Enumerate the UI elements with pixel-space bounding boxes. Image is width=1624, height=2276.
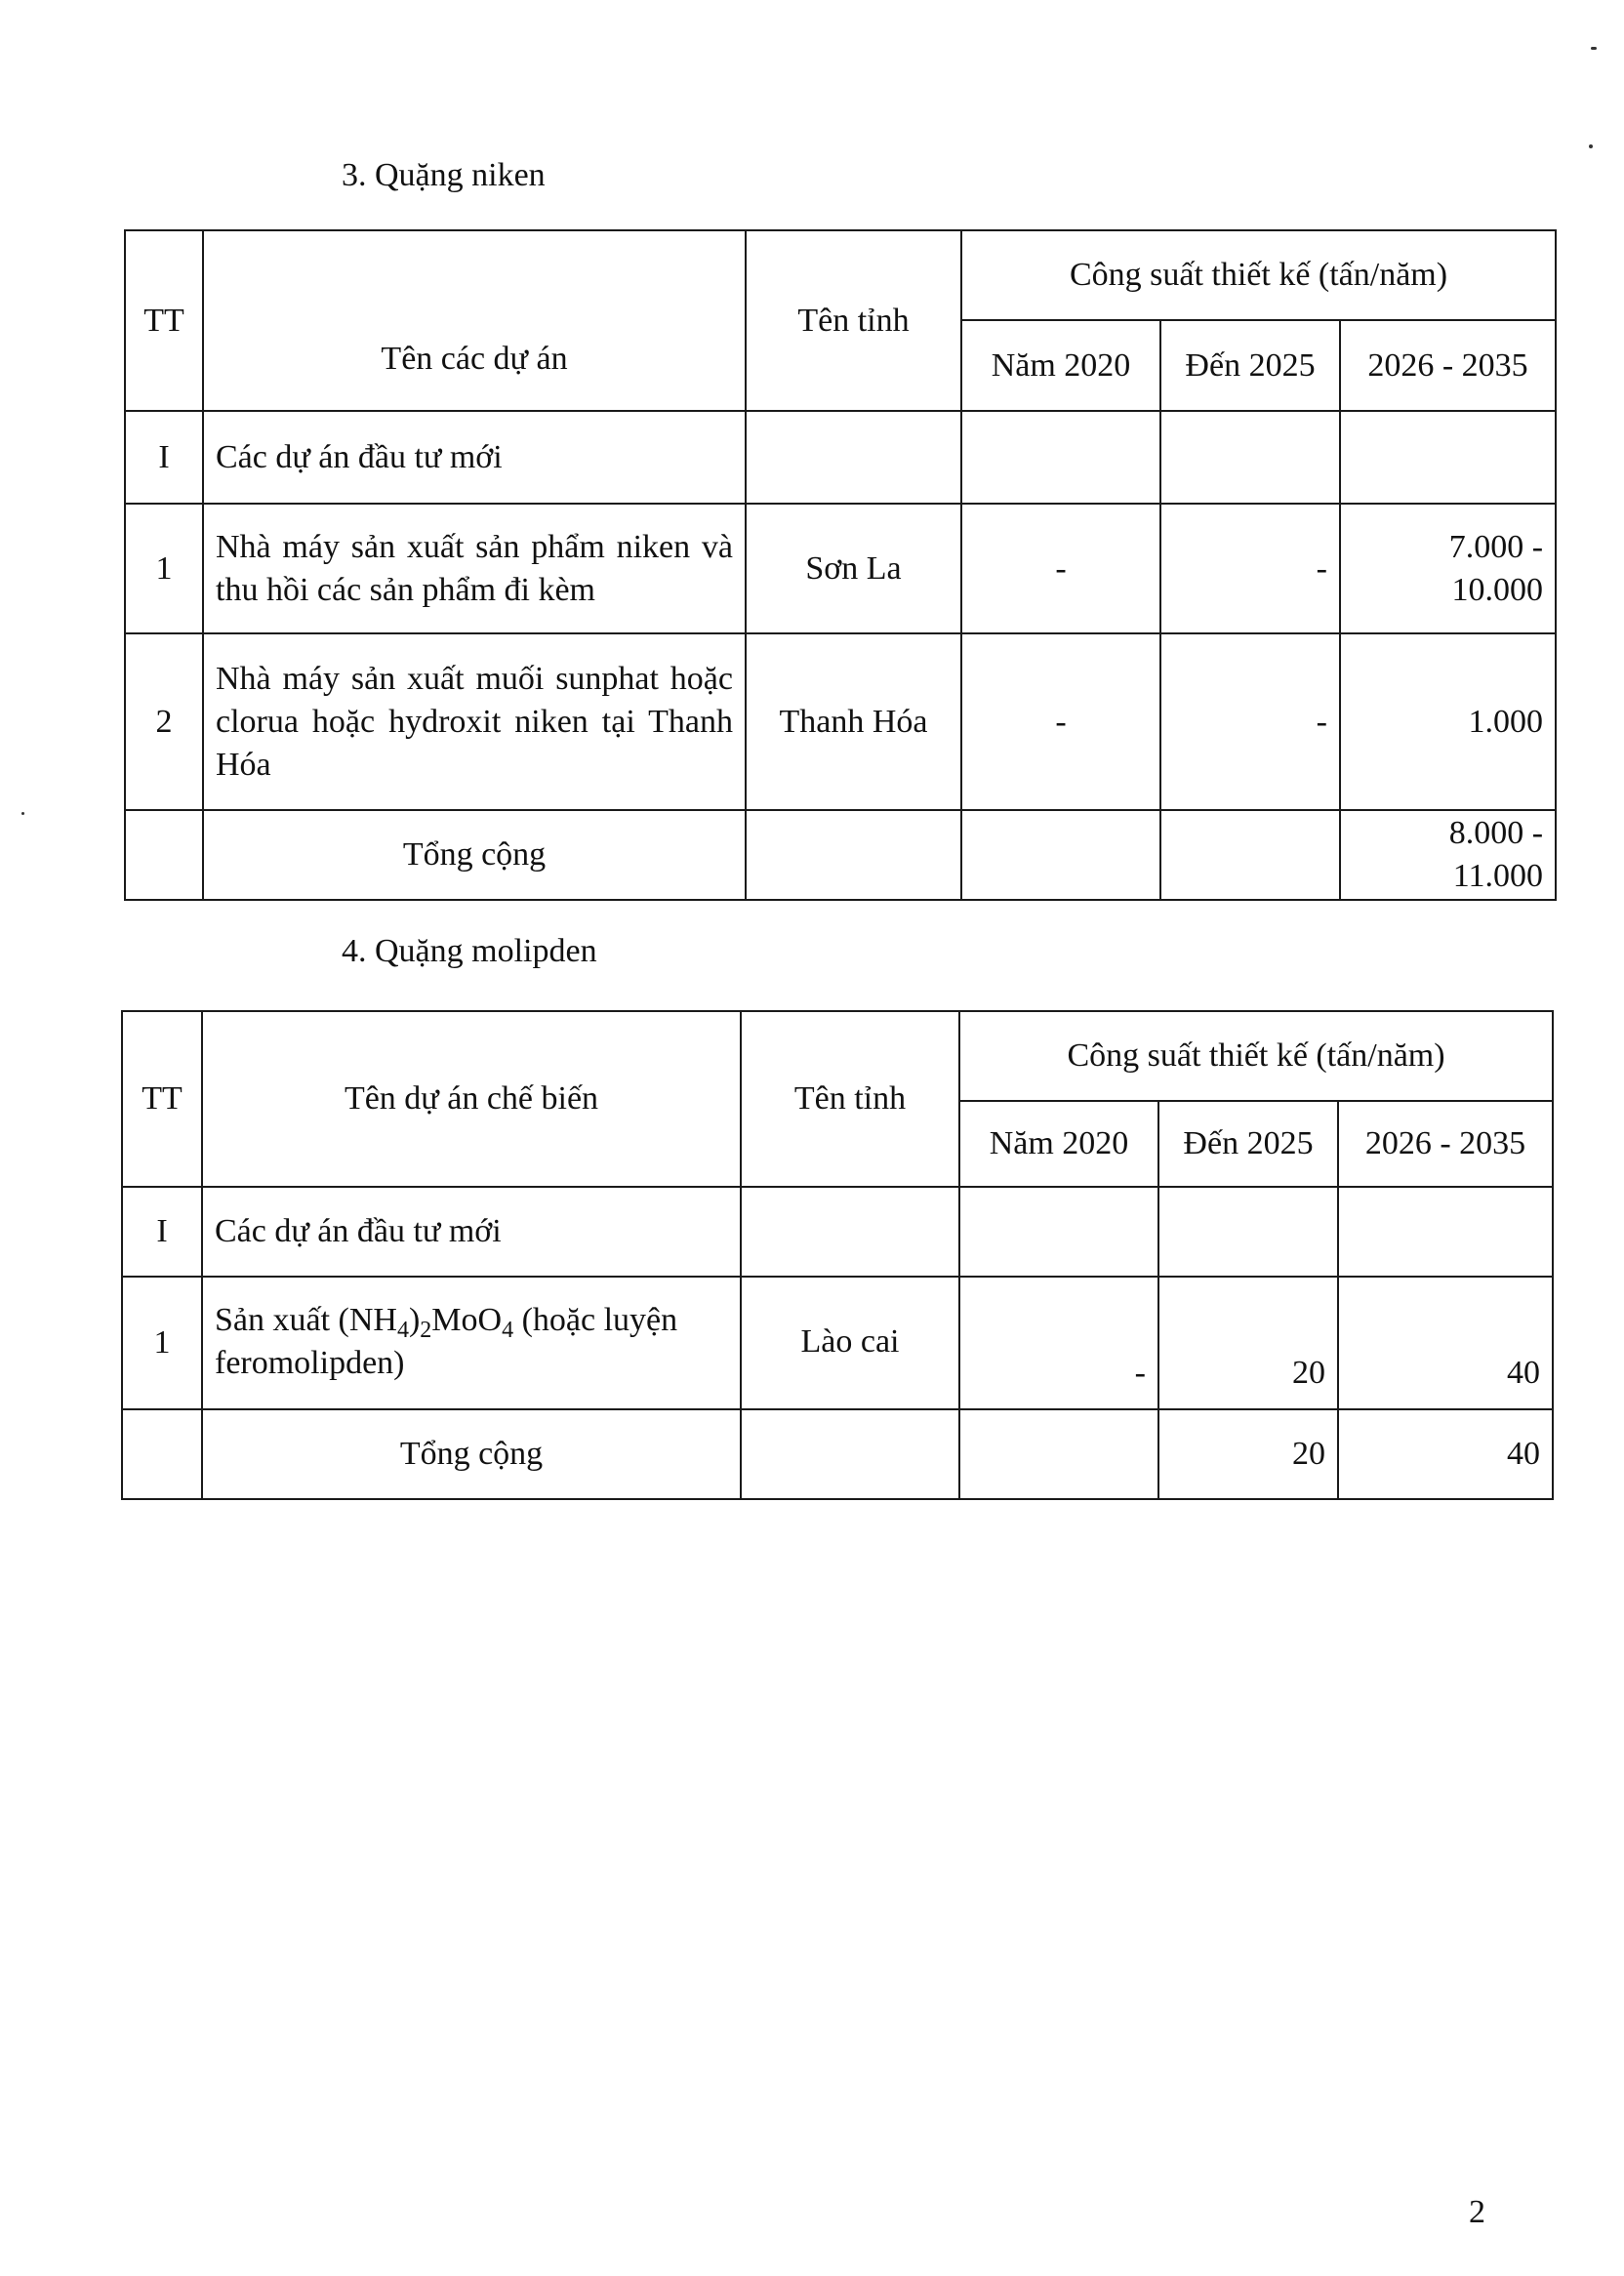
total-to-2025: 20: [1158, 1409, 1338, 1499]
table-row: [122, 1277, 1553, 1409]
row-to-2025: 20: [1158, 1277, 1338, 1409]
row-tt: 1: [122, 1277, 202, 1409]
scan-speck: [1591, 47, 1597, 50]
row-to-2025: -: [1160, 504, 1340, 633]
total-label: Tổng cộng: [203, 810, 746, 900]
header-to-2025: Đến 2025: [1160, 320, 1340, 411]
row-2026-2035: 40: [1338, 1277, 1553, 1409]
group-label: Các dự án đầu tư mới: [203, 411, 746, 504]
group-tt: I: [122, 1187, 202, 1277]
header-project-name: Tên các dự án: [203, 230, 746, 411]
row-2026-2035: 1.000: [1340, 633, 1556, 810]
row-project-name: Sản xuất $(NH_4)_2MoO_4$ (hoặc luyện feromolipden): [202, 1277, 741, 1409]
row-to-2025: -: [1160, 633, 1340, 810]
header-capacity: Công suất thiết kế (tấn/năm): [959, 1011, 1553, 1101]
group-tt: I: [125, 411, 203, 504]
row-province: Thanh Hóa: [746, 633, 961, 810]
total-label: Tổng cộng: [202, 1409, 741, 1499]
row-year-2020: -: [961, 504, 1160, 633]
scan-speck: [1589, 144, 1593, 148]
table-row: [125, 504, 1556, 633]
page-number: 2: [1469, 2194, 1485, 2230]
row-tt: 2: [125, 633, 203, 810]
header-tt: TT: [122, 1011, 202, 1187]
header-province: Tên tỉnh: [746, 230, 961, 411]
header-to-2025: Đến 2025: [1158, 1101, 1338, 1187]
header-capacity: Công suất thiết kế (tấn/năm): [961, 230, 1556, 320]
header-2026-2035: 2026 - 2035: [1340, 320, 1556, 411]
section-4-heading: 4. Quặng molipden: [342, 933, 597, 969]
row-year-2020: -: [961, 633, 1160, 810]
nickel-projects-table: [124, 229, 1557, 901]
row-project-name: Nhà máy sản xuất sản phẩm niken và thu hồi các sản phẩm đi kèm: [203, 504, 746, 633]
row-tt: 1: [125, 504, 203, 633]
header-2026-2035: 2026 - 2035: [1338, 1101, 1553, 1187]
header-year-2020: Năm 2020: [959, 1101, 1158, 1187]
molybdenum-projects-table: [121, 1010, 1554, 1500]
row-project-name: Nhà máy sản xuất muối sunphat hoặc clorua hoặc hydroxit niken tại Thanh Hóa: [203, 633, 746, 810]
group-label: Các dự án đầu tư mới: [202, 1187, 741, 1277]
table-row: [125, 633, 1556, 810]
section-3-heading: 3. Quặng niken: [342, 157, 546, 193]
row-province: Lào cai: [741, 1277, 959, 1409]
scan-speck: [21, 812, 24, 815]
row-province: Sơn La: [746, 504, 961, 633]
header-year-2020: Năm 2020: [961, 320, 1160, 411]
row-year-2020: -: [959, 1277, 1158, 1409]
total-2026-2035: 40: [1338, 1409, 1553, 1499]
header-province: Tên tỉnh: [741, 1011, 959, 1187]
header-project-name: Tên dự án chế biến: [202, 1011, 741, 1187]
total-2026-2035: 8.000 - 11.000: [1340, 810, 1556, 900]
row-2026-2035: 7.000 - 10.000: [1340, 504, 1556, 633]
header-tt: TT: [125, 230, 203, 411]
